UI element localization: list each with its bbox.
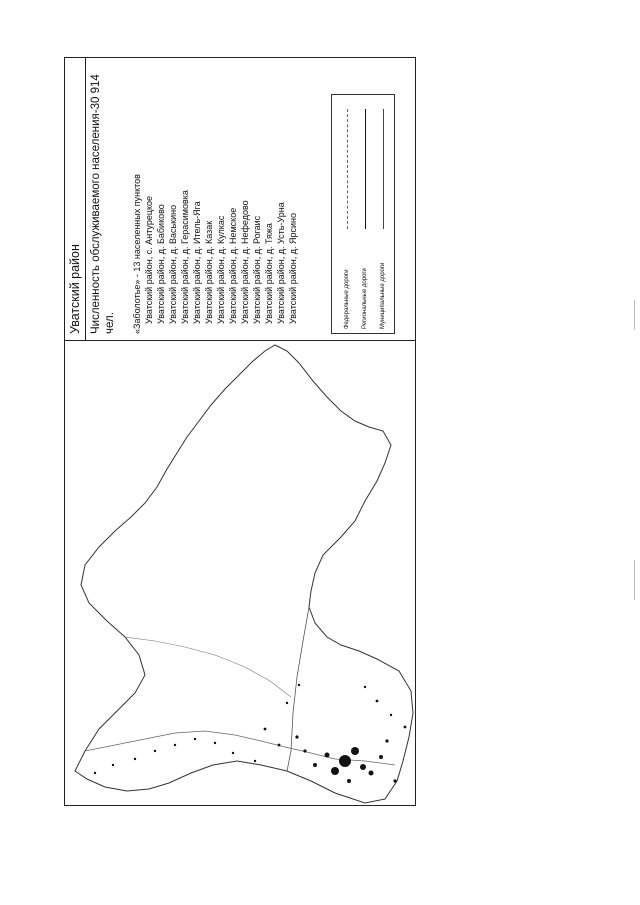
settlement-item: Уватский район, д. Бабиково [156,204,166,324]
road-legend [331,94,395,334]
scan-artifact [634,560,635,600]
settlement-item: Уватский район, д. Немское [228,207,238,324]
settlement-item: Уватский район, д. Рогаис [252,215,262,324]
district-boundary [75,345,413,803]
dashed-line-icon [347,109,348,229]
settlement-cluster [94,684,407,783]
district-title: Уватский район [68,244,82,334]
settlement-item: Уватский район, д. Васькино [168,204,178,324]
population-text: Численность обслуживаемого населения-30 914 чел. [90,74,116,334]
river-line [125,637,291,697]
legend-row-regional [358,99,372,329]
settlement-item: Уватский район, д. Нефедово [240,200,250,324]
title-rule [85,58,86,340]
settlement-list [131,58,299,334]
settlement-item: Уватский район, д. Казак [204,220,214,324]
settlement-item: Уватский район, д. Кулкас [216,215,226,324]
settlement-item: Уватский район, д. Усть-Урна [276,202,286,324]
scan-artifact [634,300,635,330]
legend-label: Федеральные дороги [344,269,350,329]
settlement-item: Уватский район, д. Герасимовка [180,190,190,324]
legend-label: Региональные дороги [362,268,368,329]
legend-label: Муниципальные дороги [380,262,386,329]
settlement-item: Уватский район, д. Ярсино [288,213,298,324]
settlement-item: Уватский район, д. Тяжа [264,223,274,324]
info-panel [65,58,415,340]
district-map [65,341,415,805]
solid-line-icon [365,109,366,229]
legend-row-federal [340,99,354,329]
settlement-item: Уватский район, д. Итель-Яга [192,201,202,324]
settlement-item: Уватский район, с. Антурецкое [144,195,154,324]
legend-row-municipal [376,99,390,329]
settlement-header: «Заболотье» - 13 населенных пунктов [132,174,142,334]
thin-line-icon [383,109,384,229]
internal-border [287,607,309,771]
